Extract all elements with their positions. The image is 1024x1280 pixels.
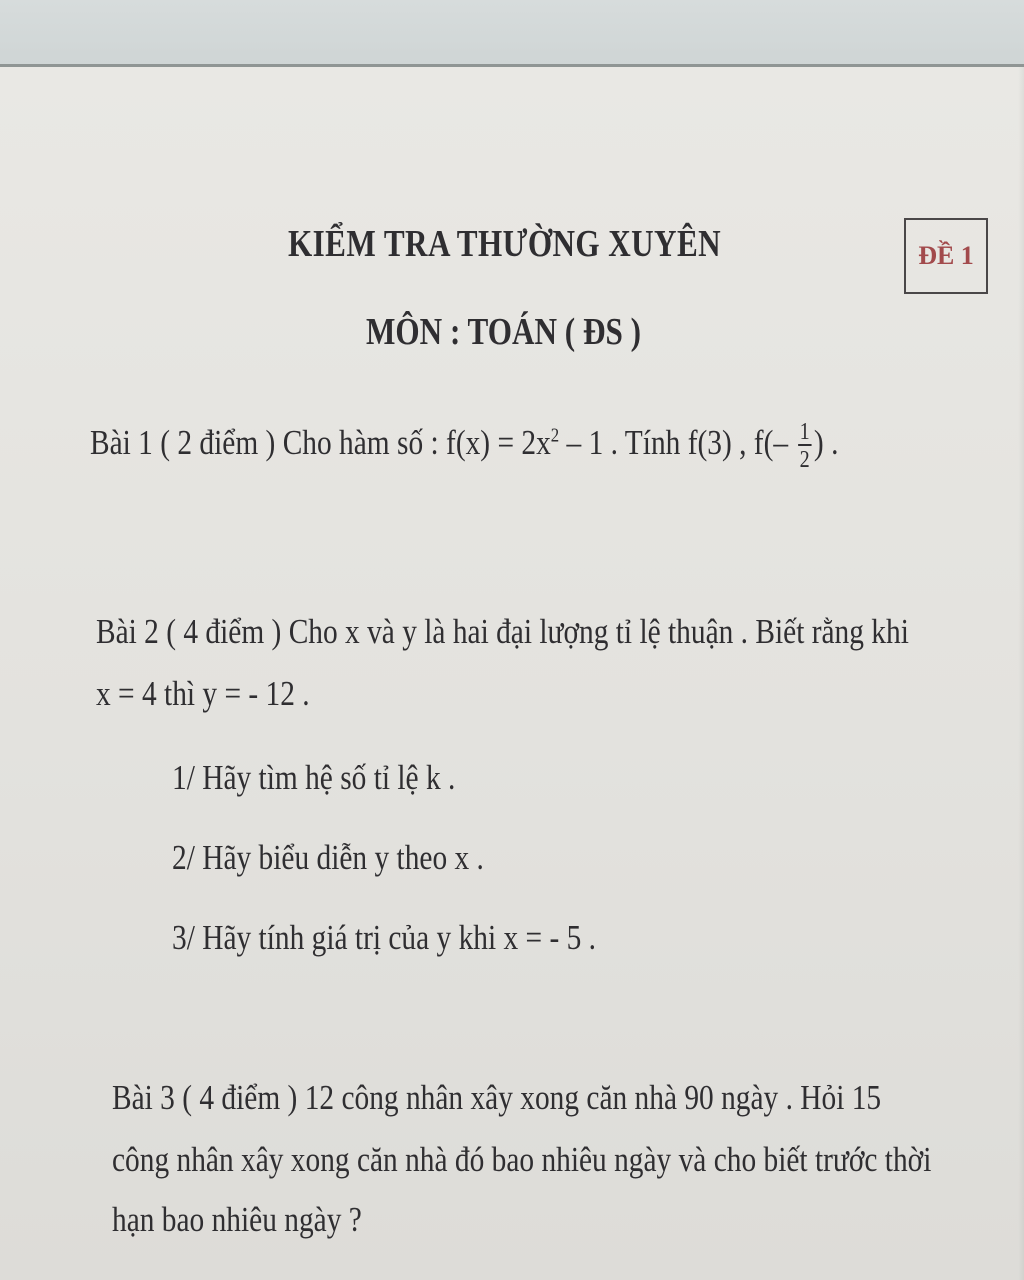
problem-1-text-a: Bài 1 ( 2 điểm ) Cho hàm số : f(x) = 2x xyxy=(90,423,551,463)
problem-2-item-3: 3/ Hãy tính giá trị của y khi x = - 5 . xyxy=(172,918,597,957)
subject-heading: MÔN : TOÁN ( ĐS ) xyxy=(366,311,641,353)
problem-2-item-1: 1/ Hãy tìm hệ số tỉ lệ k . xyxy=(172,758,456,797)
exam-version-label: ĐỀ 1 xyxy=(918,241,974,270)
problem-1 xyxy=(90,420,838,472)
fraction-numerator: 1 xyxy=(799,419,810,445)
page-edge-shadow xyxy=(1018,67,1024,1280)
problem-1-text-c: ) . xyxy=(813,423,839,463)
problem-2-line-2: x = 4 thì y = - 12 . xyxy=(96,674,310,713)
exam-version-box xyxy=(904,218,988,294)
problem-3-line-1: Bài 3 ( 4 điểm ) 12 công nhân xây xong căn nhà 90 ngày . Hỏi 15 xyxy=(112,1078,882,1117)
problem-3-line-2: công nhân xây xong căn nhà đó bao nhiêu ngày và cho biết trước thời xyxy=(112,1140,932,1179)
problem-1-text-b: – 1 . Tính f(3) , f(– xyxy=(559,423,796,463)
background-band xyxy=(0,0,1024,64)
exam-title: KIỂM TRA THƯỜNG XUYÊN xyxy=(288,223,722,265)
problem-1-exponent: 2 xyxy=(550,424,560,447)
fraction xyxy=(798,420,811,472)
fraction-denominator: 2 xyxy=(798,444,811,472)
problem-2-item-2: 2/ Hãy biểu diễn y theo x . xyxy=(172,838,484,877)
problem-3-line-3: hạn bao nhiêu ngày ? xyxy=(112,1200,362,1239)
problem-2-line-1: Bài 2 ( 4 điểm ) Cho x và y là hai đại lượng tỉ lệ thuận . Biết rằng khi xyxy=(96,612,909,651)
